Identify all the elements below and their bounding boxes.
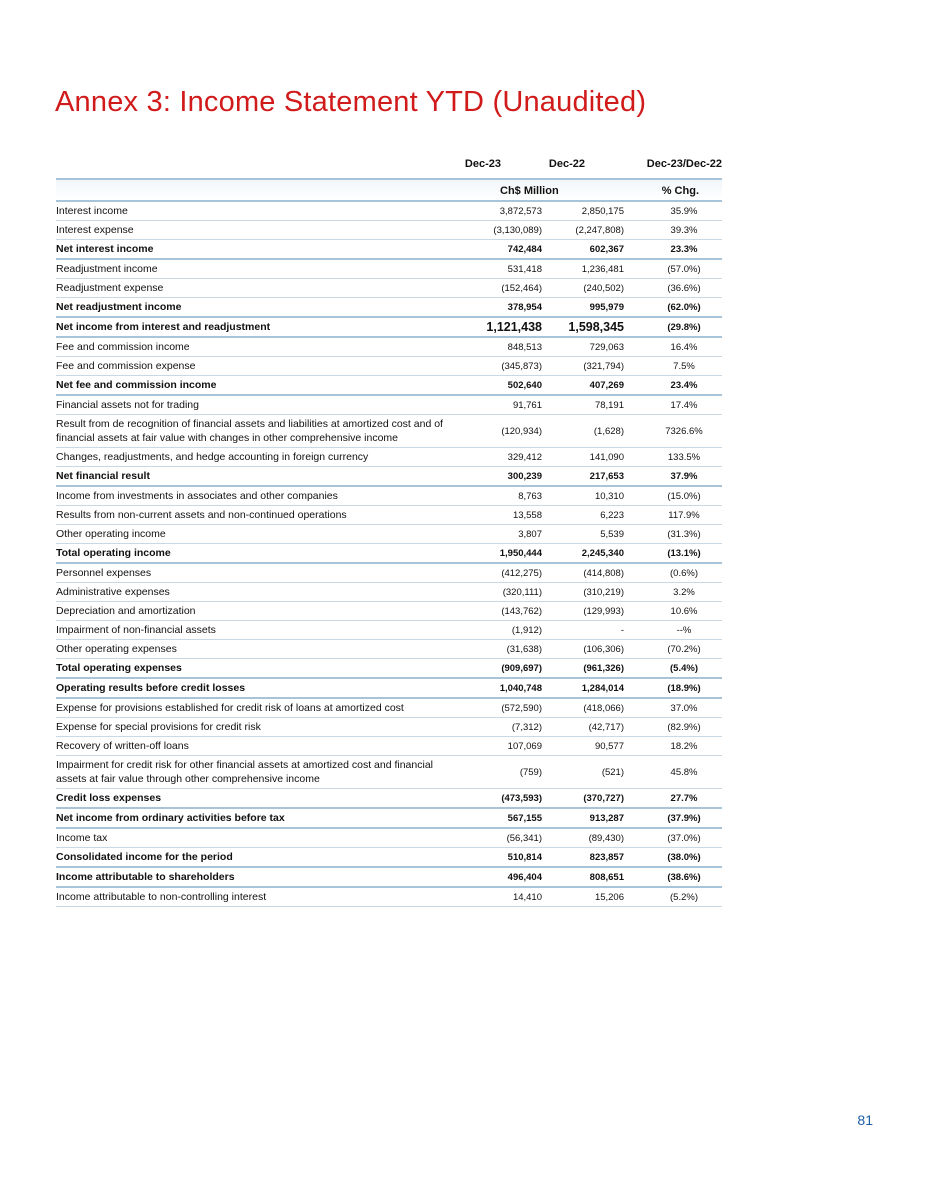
table-row <box>56 789 722 809</box>
row-value-dec22: - <box>620 624 624 636</box>
table-row <box>56 221 722 240</box>
row-value-change: 23.3% <box>670 243 698 255</box>
row-value-change: 7326.6% <box>665 425 703 437</box>
row-value-dec22: (2,247,808) <box>575 224 624 236</box>
row-label: Income attributable to shareholders <box>56 871 235 883</box>
table-row <box>56 525 722 544</box>
table-row <box>56 640 722 659</box>
row-value-change: (37.9%) <box>667 812 701 824</box>
row-value-dec22: (521) <box>601 766 624 778</box>
row-value-dec22: (414,808) <box>583 567 624 579</box>
row-value-dec22: (321,794) <box>583 360 624 372</box>
table-row <box>56 487 722 506</box>
row-value-change: (37.0%) <box>667 832 701 844</box>
row-value-dec22: (310,219) <box>583 586 624 598</box>
row-value-dec22: 407,269 <box>589 379 624 391</box>
row-value-change: 3.2% <box>673 586 695 598</box>
row-value-dec23: 300,239 <box>507 470 542 482</box>
row-value-dec22: (106,306) <box>583 643 624 655</box>
page-number: 81 <box>857 1112 873 1128</box>
column-header-row <box>56 150 722 178</box>
table-row <box>56 718 722 737</box>
row-label: Interest expense <box>56 224 134 236</box>
row-value-dec23: (120,934) <box>501 425 542 437</box>
row-label: Total operating income <box>56 547 171 559</box>
row-value-dec23: (3,130,089) <box>493 224 542 236</box>
row-value-dec22: (418,066) <box>583 702 624 714</box>
row-value-change: (82.9%) <box>667 721 701 733</box>
table-row <box>56 583 722 602</box>
row-value-change: 37.9% <box>670 470 698 482</box>
row-value-dec23: (759) <box>519 766 542 778</box>
row-value-change: (38.6%) <box>667 871 701 883</box>
row-label: Financial assets not for trading <box>56 399 199 411</box>
row-value-change: 37.0% <box>670 702 698 714</box>
row-label: Impairment for credit risk for other financial assets at amortized cost and financial assets at fair value through other comprehensive income <box>56 759 433 785</box>
row-value-dec22: 15,206 <box>594 891 624 903</box>
table-row <box>56 621 722 640</box>
unit-header-row <box>56 178 722 202</box>
row-label: Net readjustment income <box>56 301 182 313</box>
row-label: Consolidated income for the period <box>56 851 233 863</box>
row-value-dec23: 3,872,573 <box>499 205 542 217</box>
row-label: Operating results before credit losses <box>56 682 246 694</box>
row-label: Fee and commission income <box>56 341 190 353</box>
table-row <box>56 467 722 487</box>
row-label: Expense for special provisions for credit risk <box>56 721 261 733</box>
table-row <box>56 357 722 376</box>
row-label: Fee and commission expense <box>56 360 196 372</box>
row-label: Income from investments in associates and other companies <box>56 490 338 502</box>
row-value-dec23: 91,761 <box>512 399 542 411</box>
table-row <box>56 602 722 621</box>
table-row <box>56 260 722 279</box>
column-header-dec23: Dec-23 <box>464 158 501 170</box>
row-label: Administrative expenses <box>56 586 170 598</box>
row-value-dec22: 2,245,340 <box>581 547 624 559</box>
row-value-change: (0.6%) <box>670 567 698 579</box>
row-value-change: 23.4% <box>670 379 698 391</box>
row-value-dec23: 742,484 <box>507 243 542 255</box>
row-value-dec23: 3,807 <box>518 528 542 540</box>
row-label: Net income from ordinary activities before tax <box>56 812 285 824</box>
row-label: Total operating expenses <box>56 662 182 674</box>
table-row <box>56 448 722 467</box>
table-row <box>56 699 722 718</box>
row-value-change: (15.0%) <box>667 490 701 502</box>
table-row <box>56 679 722 699</box>
row-value-dec22: 823,857 <box>589 851 624 863</box>
row-value-dec22: 808,651 <box>589 871 624 883</box>
row-value-dec22: 995,979 <box>589 301 624 313</box>
row-value-dec22: 913,287 <box>589 812 624 824</box>
table-row <box>56 318 722 338</box>
row-value-dec23: (56,341) <box>506 832 542 844</box>
row-value-dec22: (42,717) <box>588 721 624 733</box>
table-row <box>56 202 722 221</box>
row-label: Depreciation and amortization <box>56 605 196 617</box>
row-value-change: 16.4% <box>670 341 698 353</box>
row-label: Income tax <box>56 832 108 844</box>
row-label: Recovery of written-off loans <box>56 740 189 752</box>
table-row <box>56 415 722 448</box>
row-value-dec23: 502,640 <box>507 379 542 391</box>
table-row <box>56 298 722 318</box>
row-value-change: 133.5% <box>667 451 701 463</box>
row-value-dec22: 2,850,175 <box>581 205 624 217</box>
row-value-change: 17.4% <box>670 399 698 411</box>
row-label: Net financial result <box>56 470 150 482</box>
row-value-dec23: 329,412 <box>507 451 542 463</box>
table-row <box>56 756 722 789</box>
row-value-dec23: (412,275) <box>501 567 542 579</box>
row-label: Other operating expenses <box>56 643 177 655</box>
row-value-dec23: 496,404 <box>507 871 542 883</box>
row-value-dec22: 90,577 <box>594 740 624 752</box>
row-label: Expense for provisions established for credit risk of loans at amortized cost <box>56 702 404 714</box>
row-label: Result from de recognition of financial assets and liabilities at amortized cost and of financial assets at fair value with changes in other comprehensive income <box>56 418 443 444</box>
table-row <box>56 848 722 868</box>
row-value-dec23: 567,155 <box>507 812 542 824</box>
row-value-dec22: 6,223 <box>600 509 624 521</box>
row-value-dec23: 1,950,444 <box>499 547 542 559</box>
row-value-dec23: 13,558 <box>512 509 542 521</box>
row-value-change: (18.9%) <box>667 682 701 694</box>
row-value-dec23: 1,040,748 <box>499 682 542 694</box>
row-value-dec22: 1,236,481 <box>581 263 624 275</box>
row-value-change: (62.0%) <box>667 301 701 313</box>
table-row <box>56 737 722 756</box>
row-value-change: 18.2% <box>670 740 698 752</box>
table-row <box>56 396 722 415</box>
row-label: Other operating income <box>56 528 166 540</box>
row-value-change: 27.7% <box>670 792 698 804</box>
row-value-dec22: (961,326) <box>583 662 624 674</box>
row-label: Interest income <box>56 205 128 217</box>
row-label: Income attributable to non-controlling interest <box>56 891 267 903</box>
row-value-dec23: (473,593) <box>501 792 542 804</box>
row-value-dec23: (320,111) <box>502 586 542 598</box>
row-label: Results from non-current assets and non-continued operations <box>56 509 347 521</box>
row-value-dec23: 107,069 <box>507 740 542 752</box>
row-value-change: 35.9% <box>670 205 698 217</box>
row-value-change: 7.5% <box>673 360 695 372</box>
row-value-change: (38.0%) <box>667 851 701 863</box>
row-value-dec22: (370,727) <box>583 792 624 804</box>
row-value-dec23: 531,418 <box>507 263 542 275</box>
row-value-change: (5.4%) <box>670 662 698 674</box>
row-label: Readjustment expense <box>56 282 164 294</box>
row-label: Net interest income <box>56 243 154 255</box>
row-label: Impairment of non-financial assets <box>56 624 216 636</box>
row-value-dec23: (909,697) <box>501 662 542 674</box>
table-row <box>56 829 722 848</box>
row-value-change: (31.3%) <box>667 528 701 540</box>
table-row <box>56 544 722 564</box>
row-value-dec23: (345,873) <box>501 360 542 372</box>
row-value-dec22: 10,310 <box>594 490 624 502</box>
row-value-dec23: (152,464) <box>501 282 542 294</box>
page-title: Annex 3: Income Statement YTD (Unaudited) <box>55 86 647 118</box>
row-value-dec22: 5,539 <box>600 528 624 540</box>
row-value-change: 39.3% <box>670 224 698 236</box>
row-label: Net fee and commission income <box>56 379 217 391</box>
row-label: Changes, readjustments, and hedge accounting in foreign currency <box>56 451 369 463</box>
table-row <box>56 659 722 679</box>
row-value-dec23: (143,762) <box>501 605 542 617</box>
row-value-dec23: 378,954 <box>507 301 542 313</box>
table-body <box>56 202 722 907</box>
row-label: Personnel expenses <box>56 567 152 579</box>
row-value-dec23: 848,513 <box>507 341 542 353</box>
row-value-change: (29.8%) <box>667 321 701 333</box>
row-value-dec23: 14,410 <box>512 891 542 903</box>
table-row <box>56 240 722 260</box>
row-value-change: --% <box>676 624 692 636</box>
row-value-dec22: (89,430) <box>588 832 624 844</box>
change-label: % Chg. <box>661 185 699 197</box>
row-value-dec22: 141,090 <box>589 451 624 463</box>
unit-label: Ch$ Million <box>500 185 559 197</box>
row-value-change: 10.6% <box>670 605 698 617</box>
row-value-change: 117.9% <box>668 509 700 521</box>
row-value-dec22: 729,063 <box>589 341 624 353</box>
row-value-change: 45.8% <box>670 766 698 778</box>
row-value-change: (70.2%) <box>667 643 701 655</box>
table-row <box>56 506 722 525</box>
row-value-dec22: 217,653 <box>589 470 624 482</box>
table-row <box>56 338 722 357</box>
row-label: Net income from interest and readjustment <box>56 321 271 333</box>
row-value-dec22: (129,993) <box>583 605 624 617</box>
table-row <box>56 376 722 396</box>
row-label: Credit loss expenses <box>56 792 162 804</box>
table-row <box>56 809 722 829</box>
row-value-dec23: 510,814 <box>507 851 542 863</box>
row-value-dec23: (31,638) <box>506 643 542 655</box>
row-value-change: (5.2%) <box>670 891 698 903</box>
column-header-change: Dec-23/Dec-22 <box>646 158 722 170</box>
table-row <box>56 868 722 888</box>
table-row <box>56 564 722 583</box>
column-header-dec22: Dec-22 <box>548 158 585 170</box>
income-statement-table <box>56 150 722 907</box>
row-value-dec23: (7,312) <box>511 721 542 733</box>
row-value-dec22: 78,191 <box>594 399 624 411</box>
table-row <box>56 888 722 907</box>
row-value-dec23: 8,763 <box>518 490 542 502</box>
row-value-dec22: 1,284,014 <box>581 682 624 694</box>
row-value-dec22: (240,502) <box>583 282 624 294</box>
row-value-dec22: 1,598,345 <box>568 320 624 334</box>
row-value-dec22: 602,367 <box>589 243 624 255</box>
row-value-dec22: (1,628) <box>593 425 624 437</box>
row-value-dec23: (1,912) <box>511 624 542 636</box>
row-value-change: (36.6%) <box>667 282 701 294</box>
row-value-change: (57.0%) <box>667 263 701 275</box>
row-label: Readjustment income <box>56 263 158 275</box>
row-value-dec23: (572,590) <box>501 702 542 714</box>
row-value-change: (13.1%) <box>667 547 701 559</box>
row-value-dec23: 1,121,438 <box>486 320 542 334</box>
table-row <box>56 279 722 298</box>
